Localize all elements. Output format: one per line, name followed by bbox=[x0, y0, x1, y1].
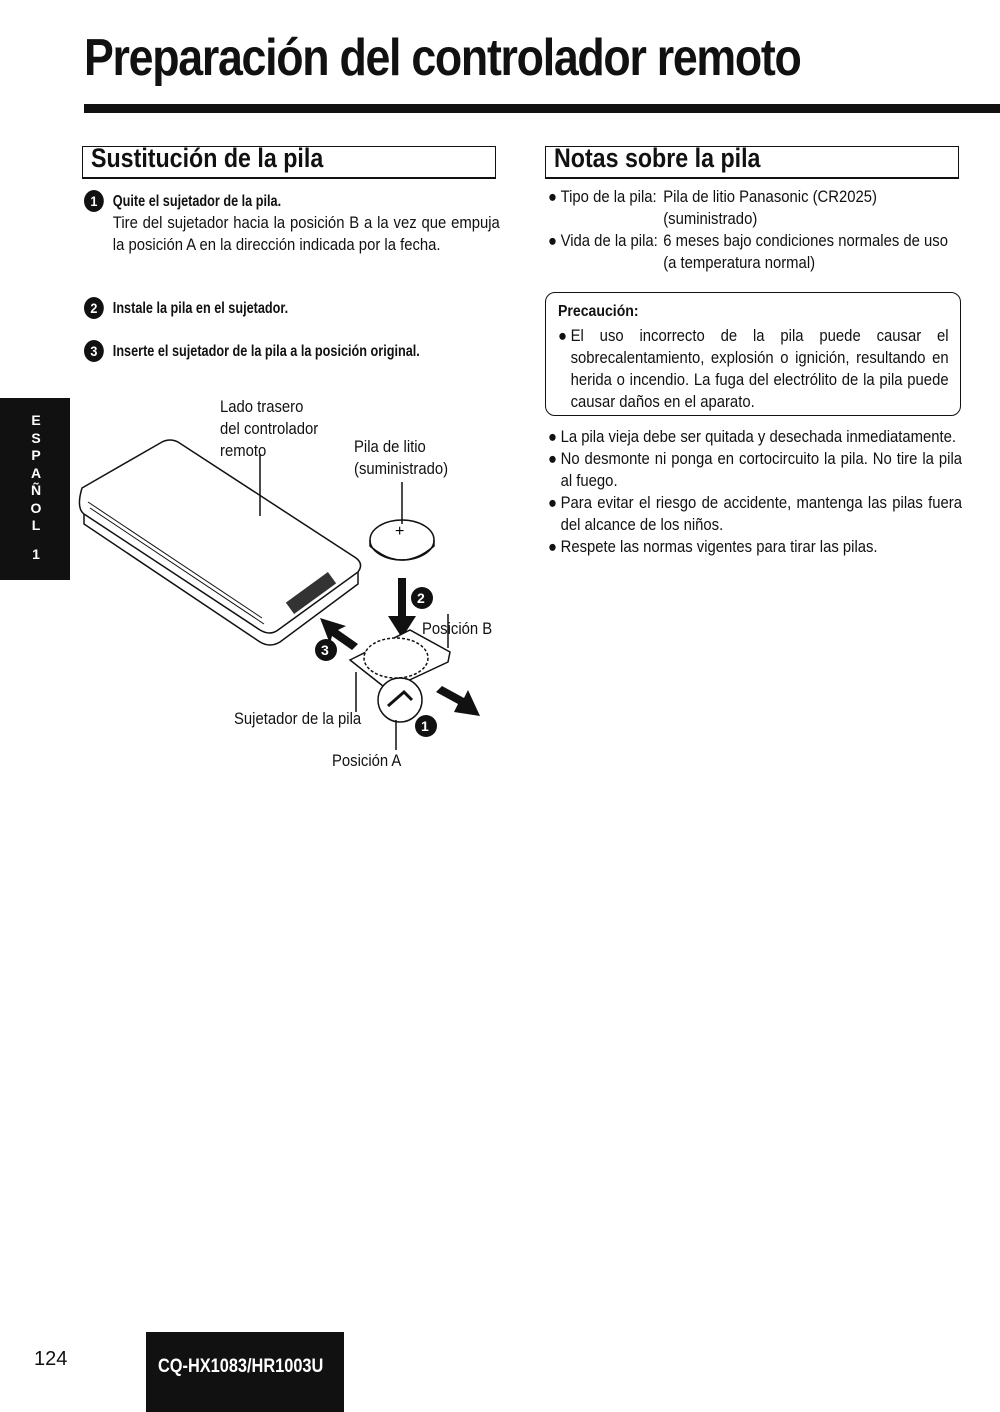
list-item: ● No desmonte ni ponga en cortocircuito la pila. No tire la pila al fuego. bbox=[548, 450, 962, 490]
arrow-1 bbox=[436, 686, 480, 716]
step-number-2: 2 bbox=[84, 297, 104, 319]
battery-replacement-figure bbox=[70, 390, 530, 780]
list-item: ● Respete las normas vigentes para tirar las pilas. bbox=[548, 538, 878, 556]
page-number: 124 bbox=[34, 1348, 68, 1370]
caution-title: Precaución: bbox=[558, 303, 639, 320]
position-a-detail bbox=[378, 678, 422, 722]
label-rear-line-1: Lado trasero bbox=[220, 398, 304, 416]
label-position-a: Posición A bbox=[332, 752, 402, 770]
list-item: ● Para evitar el riesgo de accidente, mantenga las pilas fuera del alcance de los niños. bbox=[548, 494, 962, 534]
title-rule bbox=[84, 104, 1000, 113]
step-3-heading: Inserte el sujetador de la pila a la posición original. bbox=[112, 343, 420, 360]
section-heading-replacement: Sustitución de la pila bbox=[91, 143, 324, 173]
step-2-heading: Instale la pila en el sujetador. bbox=[112, 300, 289, 317]
spec-value: Pila de litio Panasonic (CR2025) (suministrado) bbox=[663, 188, 877, 228]
svg-text:3: 3 bbox=[321, 642, 329, 658]
caution-text: El uso incorrecto de la pila puede causar el sobrecalentamiento, explosión o ignición, resultando en herida o incendio. La fuga del electrólito de la pila puede causar daños en el aparato. bbox=[570, 327, 949, 411]
side-tab-number: 1 bbox=[32, 546, 40, 562]
step-number-1: 1 bbox=[84, 190, 104, 212]
model-number-box bbox=[146, 1332, 344, 1412]
notes-list bbox=[548, 426, 962, 558]
remote-control-body bbox=[79, 440, 360, 633]
spec-label: Tipo de la pila: bbox=[560, 188, 657, 206]
step-1-body: Tire del sujetador hacia la posición B a la vez que empuja la posición A en la dirección indicada por la fecha. bbox=[112, 214, 500, 254]
label-rear-line-3: remoto bbox=[220, 442, 267, 460]
arrow-2-shaft bbox=[398, 578, 406, 618]
label-rear-line-2: del controlador bbox=[220, 420, 319, 438]
label-position-b: Posición B bbox=[422, 620, 493, 638]
step-1-heading: Quite el sujetador de la pila. bbox=[112, 193, 282, 210]
list-item: ● La pila vieja debe ser quitada y desechada inmediatamente. bbox=[548, 428, 957, 446]
spec-label: Vida de la pila: bbox=[560, 232, 658, 250]
bullet: ● bbox=[548, 188, 557, 206]
spec-value: 6 meses bajo condiciones normales de uso (a temperatura normal) bbox=[663, 232, 948, 272]
page-title: Preparación del controlador remoto bbox=[84, 29, 801, 87]
language-side-tab bbox=[0, 398, 70, 580]
label-battery-holder: Sujetador de la pila bbox=[234, 710, 362, 728]
label-battery-line-2: (suministrado) bbox=[354, 460, 449, 478]
label-battery-line-1: Pila de litio bbox=[354, 438, 426, 456]
section-heading-box-replacement bbox=[82, 143, 496, 179]
section-heading-notes: Notas sobre la pila bbox=[554, 143, 761, 173]
step-number-3: 3 bbox=[84, 340, 104, 362]
battery-plus-sign: + bbox=[395, 523, 405, 540]
model-number: CQ-HX1083/HR1003U bbox=[158, 1356, 324, 1377]
caution-box bbox=[545, 292, 961, 416]
section-heading-box-notes bbox=[545, 143, 959, 179]
bullet: ● bbox=[558, 327, 567, 345]
svg-text:2: 2 bbox=[417, 590, 425, 606]
svg-text:1: 1 bbox=[421, 718, 429, 734]
bullet: ● bbox=[548, 232, 557, 250]
side-tab-letters: ESPAÑOL bbox=[30, 412, 42, 533]
